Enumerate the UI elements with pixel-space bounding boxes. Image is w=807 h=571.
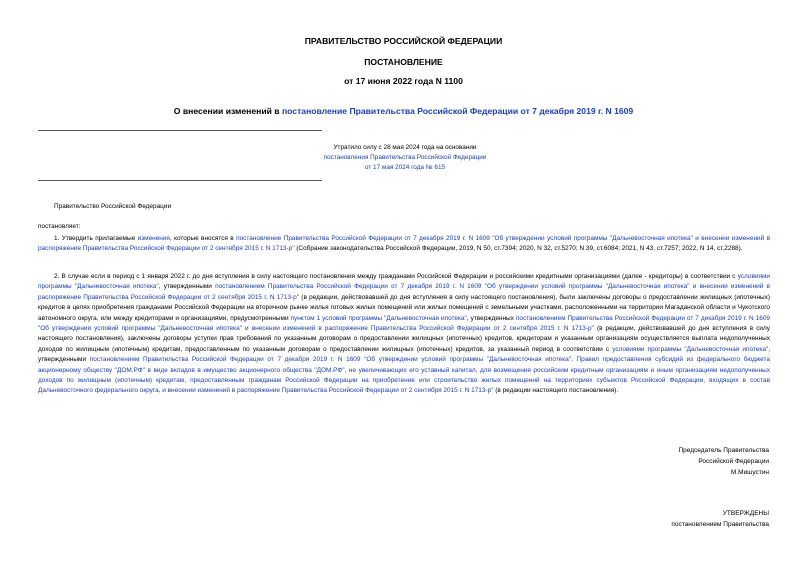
- signature-block: [678, 446, 769, 478]
- repeal-note-link2[interactable]: от 17 мая 2024 года № 615: [364, 164, 446, 171]
- approved-by: постановлением Правительства: [671, 520, 769, 528]
- para1-link-changes[interactable]: изменения: [137, 235, 170, 242]
- para1-text2: , которые вносятся в: [169, 235, 237, 242]
- para1-text3: (Собрание законодательства Российской Федерации, 2019, N 50, ст.7394; 2020, N 32, ст.5270; N 39, ст.6084; 2021, N 43, ст.7257; 2022, N 14, ст.2288).: [294, 245, 743, 253]
- para2-text1: 2. В случае если в период с 1 января 2022 г. до дня вступления в силу настоящего постановления между гражданами Российской Федерации и российскими кредитными организациями (далее - кредиторы) в соответствии с: [54, 273, 738, 280]
- repeal-note: [290, 143, 520, 173]
- divider-top: [38, 130, 322, 131]
- para2-text7: (в редакции настоящего постановления).: [493, 387, 619, 395]
- document-title: [0, 106, 807, 116]
- paragraph-1: [38, 234, 770, 255]
- title-prefix: О внесении изменений в: [173, 106, 282, 116]
- paragraph-2: [38, 272, 770, 397]
- para2-link4[interactable]: постановлением Правительства Российской Федерации от 7 декабря 2019 г. N 1609 "Об утверждении условий программы "Дальневосточная ипотека" и внесении изменений в распоряжение Правительства Российской Федерации от 2 сентября 2015 г. N 1713-р": [38, 314, 771, 333]
- para2-link2[interactable]: постановлением Правительства Российской Федерации от 7 декабря 2019 г. N 1609 "Об утверждении условий программы "Дальневосточная ипотека" и внесении изменений в распоряжение Правительства Российской Федерации от 2 сентября 2015 г. N 1713-р": [38, 283, 770, 301]
- doc-date-heading: от 17 июня 2022 года N 1100: [344, 76, 463, 86]
- signature-country: Российской Федерации: [698, 457, 769, 465]
- title-link[interactable]: постановление Правительства Российской Федерации от 7 декабря 2019 г. N 1609: [281, 106, 634, 116]
- signature-title: Председатель Правительства: [678, 447, 769, 454]
- signature-name: М.Мишустин: [730, 468, 769, 476]
- para2-text4: , утвержденных: [466, 314, 516, 322]
- para2-link6[interactable]: постановлением Правительства Российской Федерации от 7 декабря 2019 г. N 1609 "Об утверждении условий программы "Дальневосточная ипотека", Правил предоставления субсидий из федерального бюджета акционерному обществу "ДОМ.РФ" в виде вкладов в имущество акционерного общества "ДОМ.РФ", не увеличивающих его уставный капитал, для возмещения российским кредитным организациям и иным организациям недополученных доходов по жилищным (ипотечным) кредитам, предоставленным гражданам Российской Федерации на приобретение или строительство жилых помещений на территориях субъектов Российской Федерации, входящих в состав Дальневосточного федерального округа, и внесении изменений в распоряжение Правительства Российской Федерации от 2 сентября 2015 г. N 1713-р": [38, 356, 771, 395]
- approved-label: УТВЕРЖДЕНЫ: [722, 510, 769, 517]
- divider-bottom: [38, 180, 322, 181]
- para2-text5: (в редакции, действовавшей до дня вступления в силу настоящего постановления), заключены договоры уступки прав требований по указанным договорам о предоставлении жилищных (ипотечных) кредитов, кредиторам и указанным организациям осуществляется выплата недополученных доходов по жилищным (ипотечным) кредитам, предоставленным по указанным договорам о предоставлении жилищных (ипотечных) кредитов, за указанный период в соответствии с: [38, 325, 770, 353]
- para2-text6: , утвержденными: [38, 345, 770, 364]
- para2-link3[interactable]: пунктом 1 условий программы "Дальневосточная ипотека": [290, 314, 467, 322]
- para2-text2: , утвержденными: [158, 283, 216, 291]
- resolves-text: постановляет:: [38, 223, 81, 230]
- para2-text3: (в редакции, действовавшей до дня вступления в силу настоящего постановления), были заключены договоры о предоставлении жилищных (ипотечных) кредитов в целях приобретения гражданами Российской Федерации на вторичном рынке жилья готовых жилых помещений или жилых помещений с земельными участками, расположенными на территории Магаданской области и Чукотского автономного округа, или между кредиторами и организациями, предусмотренными: [38, 293, 771, 322]
- approved-block: [671, 509, 769, 531]
- preamble: Правительство Российской Федерации: [54, 203, 172, 210]
- para2-link5[interactable]: условиями программы "Дальневосточная ипотека": [612, 345, 769, 353]
- repeal-note-link1[interactable]: постановления Правительства Российской Федерации: [323, 154, 487, 161]
- para1-link-resolution[interactable]: постановление Правительства Российской Федерации от 7 декабря 2019 г. N 1609 "Об утверждении условий программы "Дальневосточная ипотека" и внесении изменений в распоряжение Правительства Российской Федерации от 2 сентября 2015 г. N 1713-р": [38, 235, 770, 253]
- repeal-note-line1: Утратило силу с 28 мая 2024 года на основании: [333, 144, 477, 151]
- doc-type-heading: ПОСТАНОВЛЕНИЕ: [364, 57, 443, 67]
- para2-link1[interactable]: условиями программы "Дальневосточная ипотека": [38, 273, 770, 291]
- government-heading: ПРАВИТЕЛЬСТВО РОССИЙСКОЙ ФЕДЕРАЦИИ: [304, 36, 503, 46]
- para1-text1: 1. Утвердить прилагаемые: [54, 235, 138, 242]
